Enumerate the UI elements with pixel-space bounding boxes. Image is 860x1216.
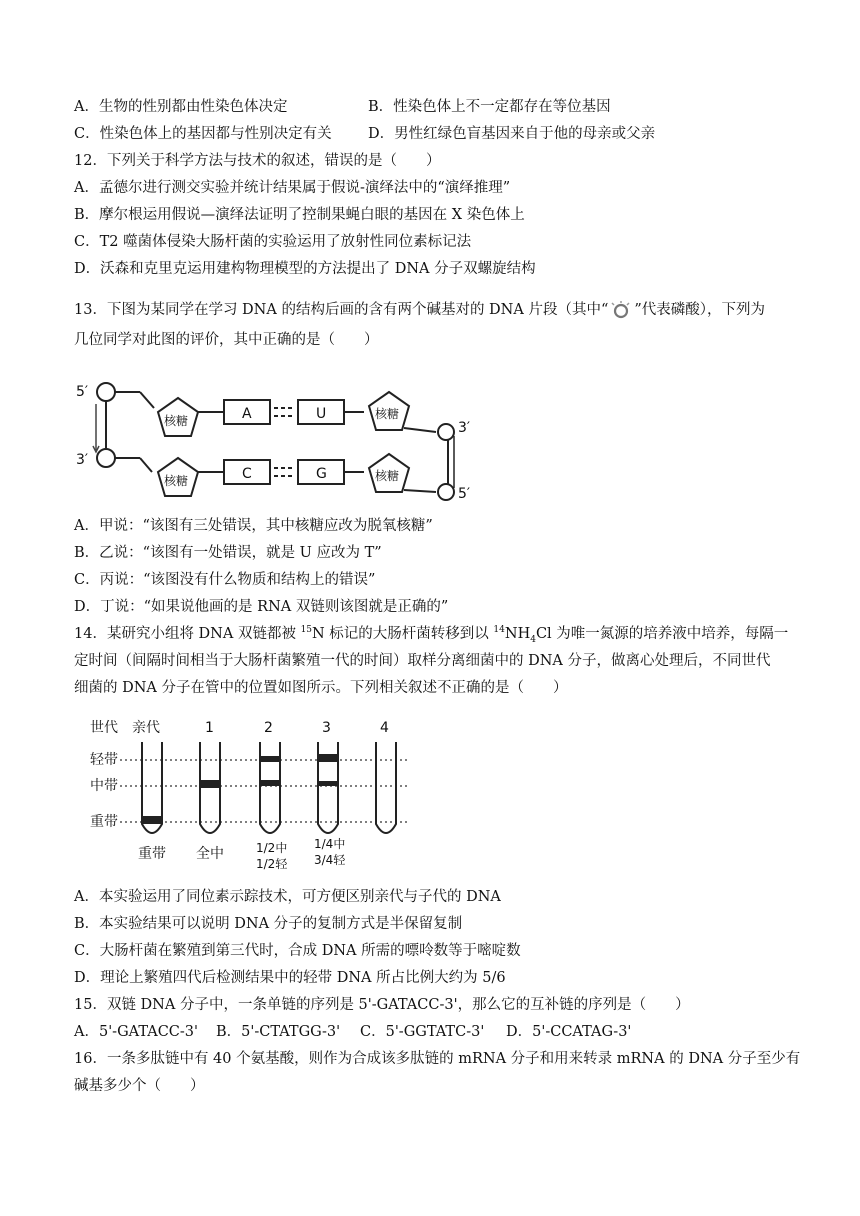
q12-option-a: A．孟德尔进行测交实验并统计结果属于假说-演绎法中的“演绎推理”	[74, 180, 511, 196]
q13-stem-line2: 几位同学对此图的评价，其中正确的是（ ）	[74, 332, 379, 348]
base-label-g: G	[316, 466, 327, 482]
q13-option-a: A．甲说：“该图有三处错误，其中核糖应改为脱氧核糖”	[74, 518, 433, 534]
dna-fragment-diagram	[74, 370, 494, 510]
result-gen-3-line1: 1/4中	[314, 837, 346, 851]
q14-stem-part-a: 14．某研究小组将 DNA 双链都被	[74, 626, 301, 642]
tube-gen-4	[376, 742, 396, 833]
phosphate-top-right	[438, 424, 454, 440]
hydrogen-bonds-bottom	[274, 468, 294, 476]
q15-option-b: B．5'-CTATGG-3'	[216, 1024, 341, 1040]
base-label-u: U	[316, 406, 327, 422]
q14-option-a: A．本实验运用了同位素示踪技术，可方便区别亲代与子代的 DNA	[74, 889, 501, 905]
label-5prime-right: 5′	[458, 486, 471, 502]
header-gen-3: 3	[322, 720, 331, 736]
q13-option-c: C．丙说：“该图没有什么物质和结构上的错误”	[74, 572, 376, 588]
result-gen-2-line2: 1/2轻	[256, 857, 288, 871]
q12-option-c: C．T2 噬菌体侵染大肠杆菌的实验运用了放射性同位素标记法	[74, 234, 472, 250]
q11-option-b: B．性染色体上不一定都存在等位基因	[368, 99, 611, 115]
q11-option-a: A．生物的性别都由性染色体决定	[74, 99, 288, 115]
band-label-mid: 中带	[90, 778, 118, 794]
q16-stem-line1: 16．一条多肽链中有 40 个氨基酸，则作为合成该多肽链的 mRNA 分子和用来转录 mRNA 的 DNA 分子至少有	[74, 1051, 801, 1067]
q13-stem-part1: 13．下图为某同学在学习 DNA 的结构后画的含有两个碱基对的 DNA 片段（其中“	[74, 302, 609, 318]
band-gen1-mid	[201, 780, 219, 788]
q15-option-c: C．5'-GGTATC-3'	[360, 1024, 485, 1040]
phosphate-bottom-left	[97, 449, 115, 467]
q15-option-a: A．5'-GATACC-3'	[74, 1024, 198, 1040]
band-label-light: 轻带	[90, 752, 118, 768]
q12-option-b: B．摩尔根运用假说—演绎法证明了控制果蝇白眼的基因在 X 染色体上	[74, 207, 525, 223]
q14-stem-line2: 定时间（间隔时间相当于大肠杆菌繁殖一代的时间）取样分离细菌中的 DNA 分子，做离心处理后，不同世代	[74, 653, 771, 669]
tube-gen-2	[260, 742, 280, 833]
base-label-c: C	[242, 466, 252, 482]
q11-option-c: C．性染色体上的基因都与性别决定有关	[74, 126, 332, 142]
q14-stem-part-d: Cl 为唯一氮源的培养液中培养，每隔一	[535, 626, 789, 642]
result-parent: 重带	[138, 846, 166, 862]
q13-stem-line1	[74, 300, 765, 320]
label-5prime-left: 5′	[76, 384, 89, 400]
q11-option-d: D．男性红绿色盲基因来自于他的母亲或父亲	[368, 126, 656, 142]
header-gen-4: 4	[380, 720, 389, 736]
q12-stem: 12．下列关于科学方法与技术的叙述，错误的是（ ）	[74, 153, 441, 169]
band-parent-heavy	[143, 816, 161, 824]
centrifuge-tubes-diagram	[74, 712, 414, 882]
result-gen-3-line2: 3/4轻	[314, 853, 346, 867]
q14-sup-14: 14	[493, 625, 505, 636]
q16-stem-line2: 碱基多少个（ ）	[74, 1078, 205, 1094]
q14-stem-line1	[74, 624, 788, 644]
q14-option-c: C．大肠杆菌在繁殖到第三代时，合成 DNA 所需的嘌呤数等于嘧啶数	[74, 943, 521, 959]
hydrogen-bonds-top	[274, 408, 294, 416]
q14-option-b: B．本实验结果可以说明 DNA 分子的复制方式是半保留复制	[74, 916, 463, 932]
q14-sub-4: 4	[530, 634, 536, 645]
header-generation: 世代	[90, 720, 118, 736]
band-gen3-light	[319, 754, 337, 762]
sugar-label-bottom-left: 核糖	[164, 474, 189, 488]
q13-stem-part2: ”代表磷酸），下列为	[634, 302, 766, 318]
q15-stem: 15．双链 DNA 分子中，一条单链的序列是 5'-GATACC-3'，那么它的互补链的序列是（ ）	[74, 997, 690, 1013]
q14-stem-line3: 细菌的 DNA 分子在管中的位置如图所示。下列相关叙述不正确的是（ ）	[74, 680, 568, 696]
phosphate-top-left	[97, 383, 115, 401]
band-gen2-mid	[261, 780, 279, 786]
q14-stem-part-b: N 标记的大肠杆菌转移到以	[312, 626, 494, 642]
q12-option-d: D．沃森和克里克运用建构物理模型的方法提出了 DNA 分子双螺旋结构	[74, 261, 536, 277]
band-label-heavy: 重带	[90, 814, 118, 830]
label-3prime-left: 3′	[76, 452, 89, 468]
q14-stem-part-c: NH	[504, 626, 531, 642]
band-gen3-mid	[319, 781, 337, 786]
sugar-label-top-right: 核糖	[375, 407, 400, 421]
q11-option-row-1	[74, 97, 287, 117]
q15-option-d: D．5'-CCATAG-3'	[506, 1024, 632, 1040]
header-gen-2: 2	[264, 720, 273, 736]
header-parent: 亲代	[132, 720, 160, 736]
sugar-label-top-left: 核糖	[164, 414, 189, 428]
phosphate-circle-icon	[608, 300, 634, 320]
q13-option-d: D．丁说：“如果说他画的是 RNA 双链则该图就是正确的”	[74, 599, 449, 615]
base-label-a: A	[242, 406, 252, 422]
band-gen2-light	[261, 756, 279, 762]
q13-option-b: B．乙说：“该图有一处错误，就是 U 应改为 T”	[74, 545, 382, 561]
sugar-label-bottom-right: 核糖	[375, 469, 400, 483]
phosphate-bottom-right	[438, 484, 454, 500]
q14-sup-15: 15	[300, 625, 313, 636]
result-gen-2-line1: 1/2中	[256, 841, 288, 855]
result-gen-1: 全中	[196, 846, 224, 862]
label-3prime-right: 3′	[458, 420, 471, 436]
header-gen-1: 1	[205, 720, 214, 736]
q14-option-d: D．理论上繁殖四代后检测结果中的轻带 DNA 所占比例大约为 5/6	[74, 970, 506, 986]
